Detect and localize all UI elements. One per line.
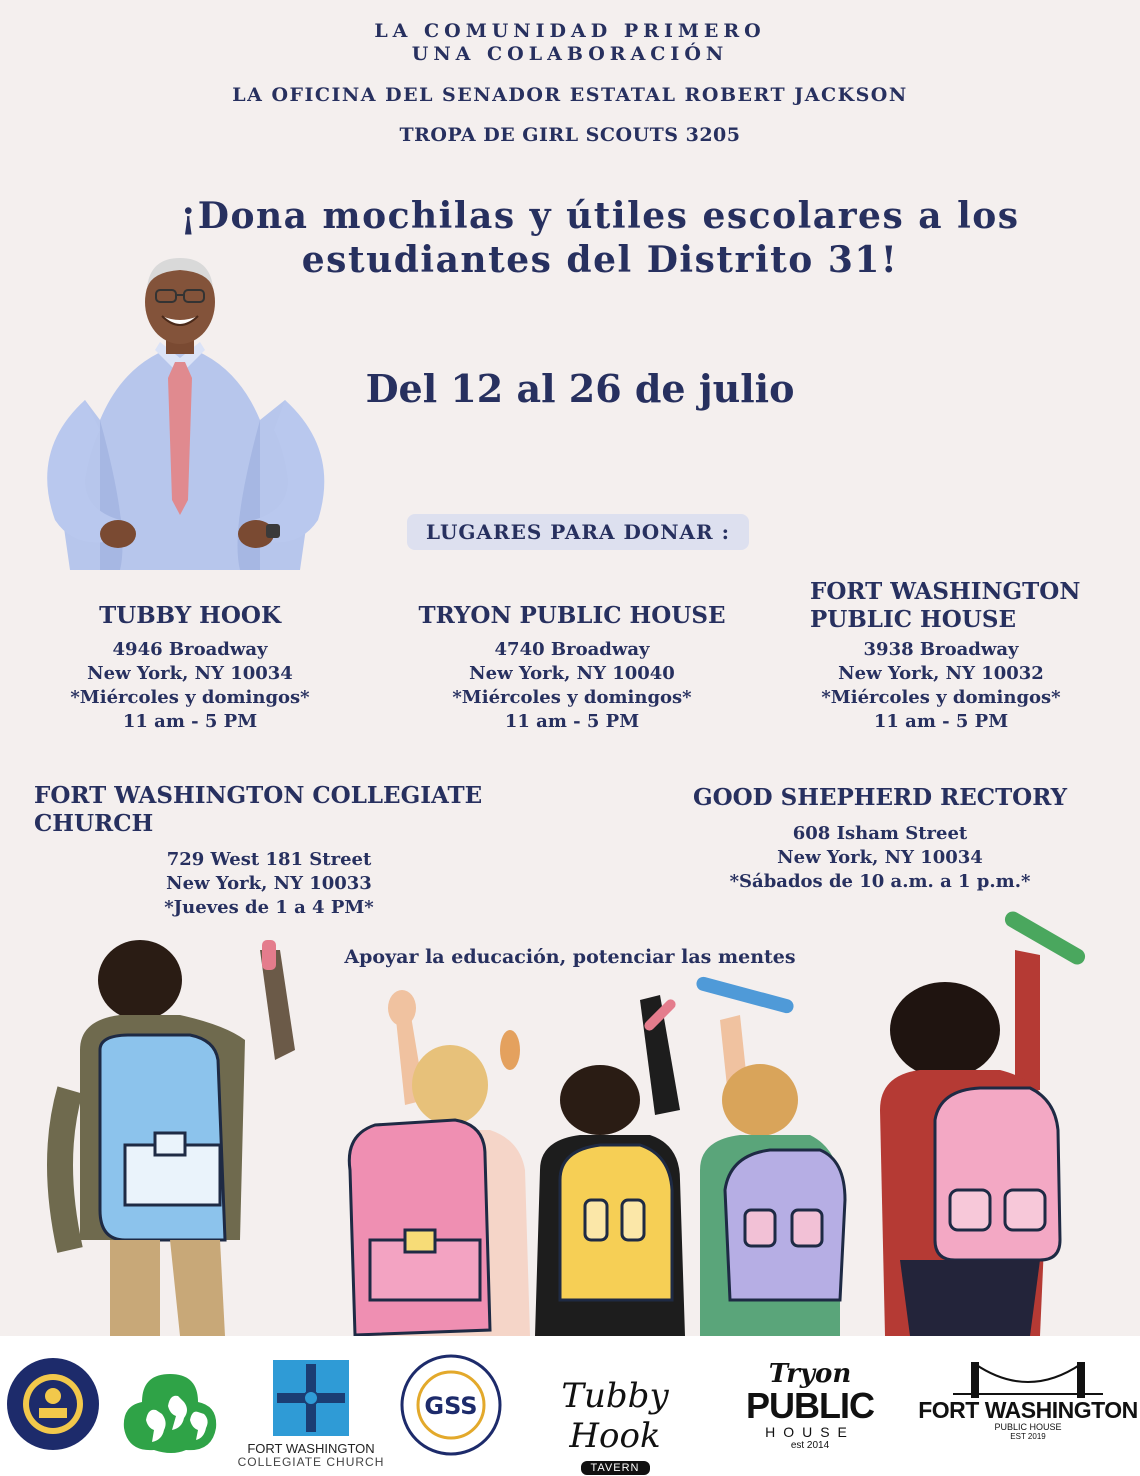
kid-5 (880, 910, 1088, 1336)
fort-washington-public-house-logo (918, 1360, 1138, 1470)
trefoil-icon (120, 1366, 220, 1456)
senate-seal-icon (5, 1356, 101, 1452)
fort-washington-est: EST 2019 (1010, 1432, 1046, 1441)
headline-line2: estudiantes del Distrito 31! (301, 239, 899, 281)
location-fort-washington-public-house (810, 578, 1110, 734)
location-address: 608 Isham Street (792, 823, 968, 844)
location-tryon-public-house (404, 602, 740, 734)
location-tubby-hook (40, 602, 340, 734)
header-title (0, 20, 1140, 66)
location-days: *Miércoles y domingos* (70, 687, 310, 708)
senator-photo (30, 250, 350, 570)
kids-illustration (40, 910, 1140, 1336)
troop-line: TROPA DE GIRL SCOUTS 3205 (399, 124, 741, 146)
location-name: FORT WASHINGTON COLLEGIATE CHURCH (34, 782, 483, 837)
location-city: New York, NY 10034 (87, 663, 293, 684)
location-city: New York, NY 10032 (838, 663, 1044, 684)
location-days: *Jueves de 1 a 4 PM* (164, 897, 374, 918)
location-city: New York, NY 10033 (166, 873, 372, 894)
tryon-est: est 2014 (790, 1440, 830, 1451)
tryon-logo (740, 1360, 880, 1470)
location-hours: 11 am - 5 PM (504, 711, 640, 732)
location-fort-washington-collegiate-church (34, 782, 594, 920)
church-name-line1: FORT WASHINGTON (247, 1441, 375, 1456)
location-address: 3938 Broadway (863, 639, 1019, 660)
school-monogram: GSS (424, 1392, 478, 1420)
location-address: 4946 Broadway (112, 639, 268, 660)
fort-washington-subtitle: PUBLIC HOUSE (994, 1422, 1062, 1432)
location-hours: 11 am - 5 PM (122, 711, 258, 732)
kid-3 (535, 995, 685, 1336)
location-city: New York, NY 10040 (469, 663, 675, 684)
office-line: LA OFICINA DEL SENADOR ESTATAL ROBERT JACKSON (232, 84, 908, 106)
school-seal-icon (400, 1354, 502, 1456)
kid-2 (349, 990, 530, 1336)
location-hours: 11 am - 5 PM (873, 711, 1009, 732)
location-name: TUBBY HOOK (99, 602, 281, 629)
tagline: Apoyar la educación, potenciar las mentes (344, 946, 796, 968)
header-line1: LA COMUNIDAD PRIMERO (374, 20, 766, 42)
location-name: GOOD SHEPHERD RECTORY (692, 784, 1068, 811)
fort-washington-wordmark: FORT WASHINGTON (918, 1397, 1138, 1423)
tryon-public: PUBLIC (746, 1385, 874, 1426)
location-good-shepherd-rectory (680, 784, 1080, 894)
tryon-wordmark: Tryon (768, 1359, 852, 1389)
event-dates: Del 12 al 26 de julio (365, 366, 795, 411)
church-name-line2: COLLEGIATE CHURCH (237, 1455, 385, 1469)
location-name-line1: FORT WASHINGTON (810, 578, 1081, 605)
senate-seal-logo (5, 1356, 101, 1452)
location-days: *Miércoles y domingos* (821, 687, 1061, 708)
tryon-house: HOUSE (765, 1424, 855, 1440)
location-name-line2: PUBLIC HOUSE (810, 606, 1017, 633)
cross-icon (273, 1360, 349, 1436)
location-city: New York, NY 10034 (777, 847, 983, 868)
location-name: TRYON PUBLIC HOUSE (418, 602, 726, 629)
headline-line1: ¡Dona mochilas y útiles escolares a los (180, 195, 1020, 237)
kid-4 (695, 975, 845, 1336)
kid-1 (60, 940, 295, 1336)
bridge-icon (953, 1360, 1103, 1398)
tubby-hook-wordmark: Tubby Hook (561, 1376, 669, 1456)
header-line2: UNA COLABORACIÓN (411, 43, 729, 65)
good-shepherd-school-logo (400, 1354, 502, 1456)
location-address: 4740 Broadway (494, 639, 650, 660)
collegiate-church-logo (236, 1360, 386, 1472)
tubby-hook-logo (520, 1376, 710, 1474)
location-days: *Miércoles y domingos* (452, 687, 692, 708)
places-label: LUGARES PARA DONAR : (407, 514, 749, 550)
tubby-hook-tavern-label: TAVERN (581, 1461, 650, 1475)
location-days: *Sábados de 10 a.m. a 1 p.m.* (729, 871, 1031, 892)
girl-scouts-logo (120, 1366, 220, 1456)
location-address: 729 West 181 Street (166, 849, 372, 870)
sponsor-logos (0, 1336, 1140, 1476)
